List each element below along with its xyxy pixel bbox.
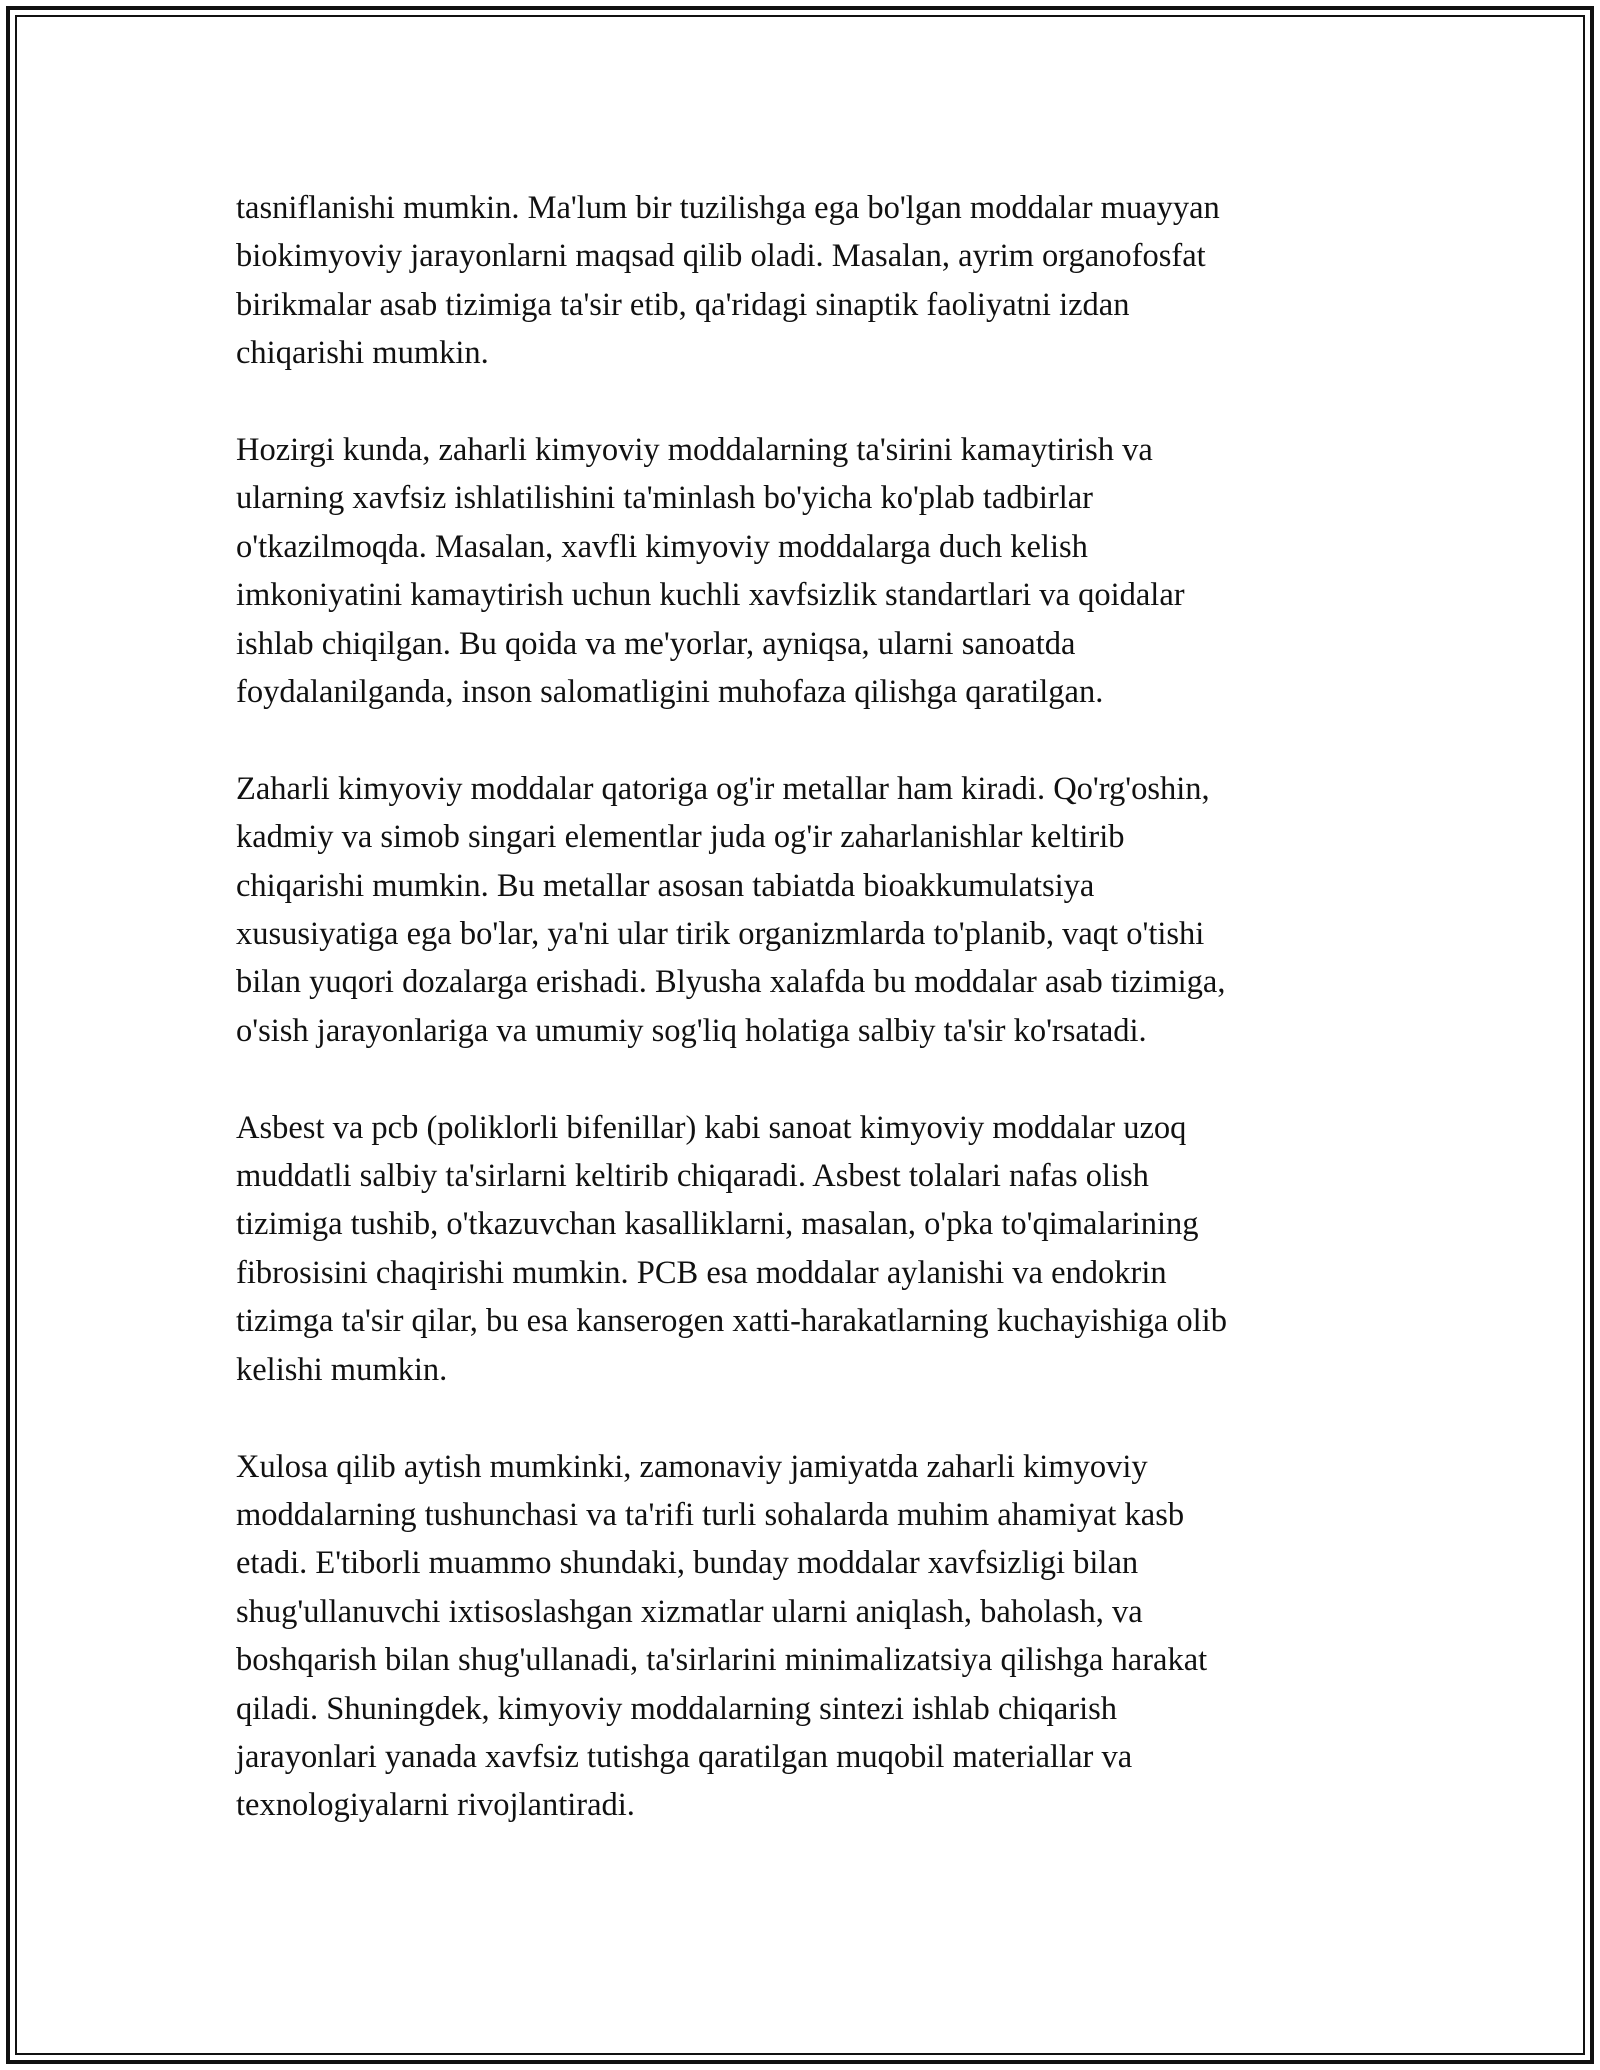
paragraph-4: Asbest va pcb (poliklorli bifenillar) kabi sanoat kimyoviy moddalar uzoq muddatli salbiy ta'sirlarni keltirib chiqaradi. Asbest tolalari nafas olish tizimiga tushib, o'tkazuvchan kasalliklarni, masalan, o'pka to'qimalarining fibrosisini chaqirishi mumkin. PCB esa moddalar aylanishi va endokrin tizimga ta'sir qilar, bu esa kanserogen xatti-harakatlarning kuchayishiga olib kelishi mumkin. bbox=[236, 1109, 1227, 1388]
paragraph-1: tasniflanishi mumkin. Ma'lum bir tuzilishga ega bo'lgan moddalar muayyan biokimyoviy jarayonlarni maqsad qilib oladi. Masalan, ayrim organofosfat birikmalar asab tizimiga ta'sir etib, qa'ridagi sinaptik faoliyatni izdan chiqarishi mumkin. bbox=[236, 190, 1220, 372]
paragraph-2: Hozirgi kunda, zaharli kimyoviy moddalarning ta'sirini kamaytirish va ularning xavfsiz ishlatilishini ta'minlash bo'yicha ko'plab tadbirlar o'tkazilmoqda. Masalan, xavfli kimyoviy moddalarga duch kelish imkoniyatini kamaytirish uchun kuchli xavfsizlik standartlari va qoidalar ishlab chiqilgan. Bu qoida va me'yorlar, ayniqsa, ularni sanoatda foydalanilganda, inson salomatligini muhofaza qilishga qaratilgan. bbox=[236, 432, 1185, 711]
paragraph-5: Xulosa qilib aytish mumkinki, zamonaviy jamiyatda zaharli kimyoviy moddalarning tushunchasi va ta'rifi turli sohalarda muhim ahamiyat kasb etadi. E'tiborli muammo shundaki, bunday moddalar xavfsizligi bilan shug'ullanuvchi ixtisoslashgan xizmatlar ularni aniqlash, baholash, va boshqarish bilan shug'ullanadi, ta'sirlarini minimalizatsiya qilishga harakat qiladi. Shuningdek, kimyoviy moddalarning sintezi ishlab chiqarish jarayonlari yanada xavfsiz tutishga qaratilgan muqobil materiallar va texnologiyalarni rivojlantiradi. bbox=[236, 1448, 1208, 1824]
document-body bbox=[236, 184, 1366, 1878]
paragraph-3: Zaharli kimyoviy moddalar qatoriga og'ir metallar ham kiradi. Qo'rg'oshin, kadmiy va simob singari elementlar juda og'ir zaharlanishlar keltirib chiqarishi mumkin. Bu metallar asosan tabiatda bioakkumulatsiya xususiyatiga ega bo'lar, ya'ni ular tirik organizmlarda to'planib, vaqt o'tishi bilan yuqori dozalarga erishadi. Blyusha xalafda bu moddalar asab tizimiga, o'sish jarayonlariga va umumiy sog'liq holatiga salbiy ta'sir ko'rsatadi. bbox=[236, 770, 1226, 1049]
